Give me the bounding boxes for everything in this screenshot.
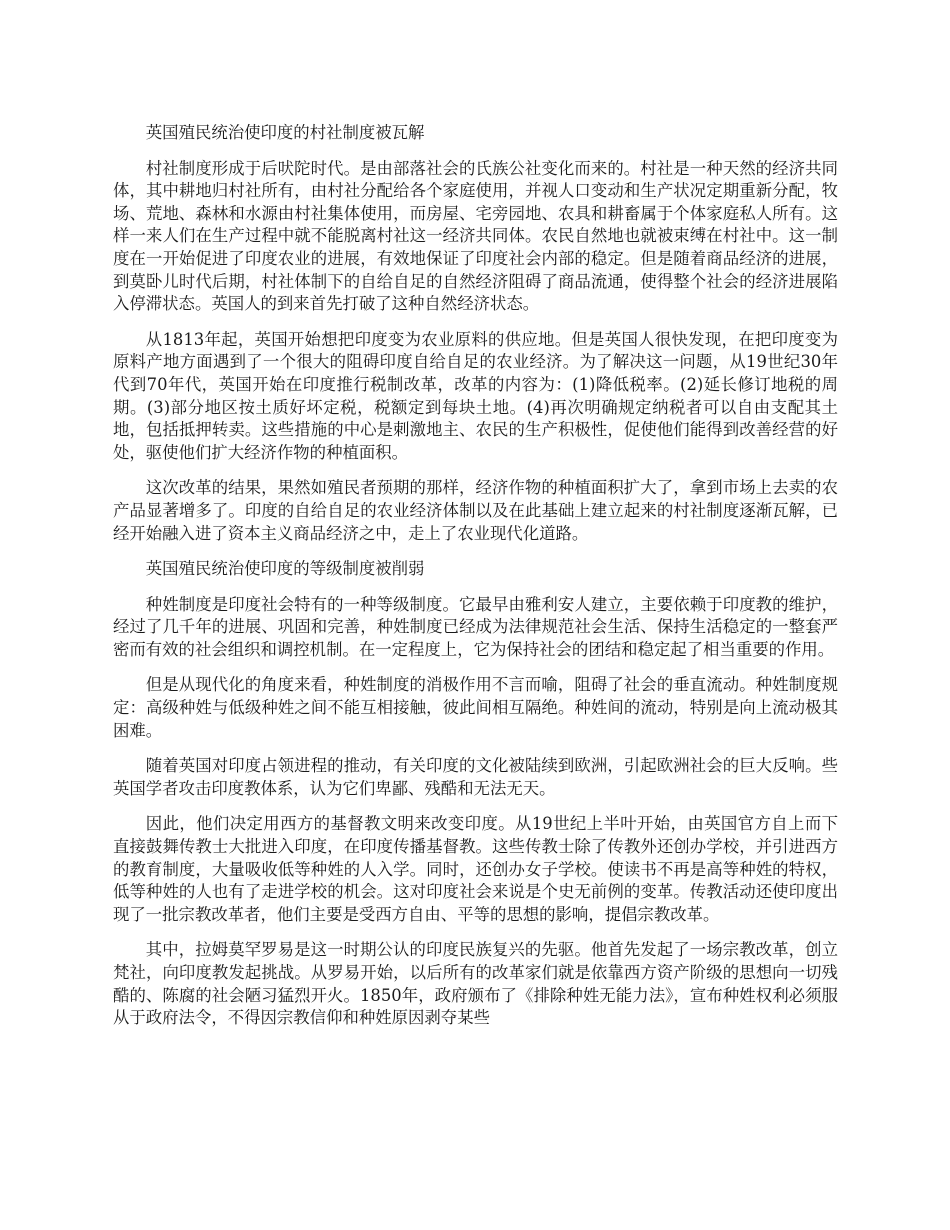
paragraph-caste-1: 种姓制度是印度社会特有的一种等级制度。它最早由雅利安人建立，主要依赖于印度教的维护，经过了几千年的进展、巩固和完善，种姓制度已经成为法律规范社会生活、保持生活稳定的一整套严密而有效的社会组织和调控机制。在一定程度上，它为保持社会的团结和稳定起了相当重要的作用。 (113, 594, 838, 659)
section-heading-caste: 英国殖民统治使印度的等级制度被削弱 (145, 559, 425, 579)
paragraph-caste-4: 因此，他们决定用西方的基督教文明来改变印度。从19世纪上半叶开始，由英国官方自上而下直接鼓舞传教士大批进入印度，在印度传播基督教。这些传教士除了传教外还创办学校，并引进西方的教育制度，大量吸收低等种姓的人入学。同时，还创办女子学校。使读书不再是高等种姓的特权，低等种姓的人也有了走进学校的机会。这对印度社会来说是个史无前例的变革。传教活动还使印度出现了一批宗教改革者，他们主要是受西方自由、平等的思想的影响，提倡宗教改革。 (113, 814, 838, 924)
paragraph-caste-5: 其中，拉姆莫罕罗易是这一时期公认的印度民族复兴的先驱。他首先发起了一场宗教改革，创立梵社，向印度教发起挑战。从罗易开始，以后所有的改革家们就是依靠西方资产阶级的思想向一切残酷的、陈腐的社会陋习猛烈开火。1850年，政府颁布了《排除种姓无能力法》，宣布种姓权利必须服从于政府法令，不得因宗教信仰和种姓原因剥夺某些 (113, 940, 838, 1028)
paragraph-caste-3: 随着英国对印度占领进程的推动，有关印度的文化被陆续到欧洲，引起欧洲社会的巨大反响。些英国学者攻击印度教体系，认为它们卑鄙、残酷和无法无天。 (113, 756, 838, 798)
paragraph-village-1: 村社制度形成于后吠陀时代。是由部落社会的氏族公社变化而来的。村社是一种天然的经济共同体，其中耕地归村社所有，由村社分配给各个家庭使用，并视人口变动和生产状况定期重新分配，牧场、荒地、森林和水源由村社集体使用，而房屋、宅旁园地、农具和耕畜属于个体家庭私人所有。这样一来人们在生产过程中就不能脱离村社这一经济共同体。农民自然地也就被束缚在村社中。这一制度在一开始促进了印度农业的进展，有效地保证了印度社会内部的稳定。但是随着商品经济的进展，到莫卧儿时代后期，村社体制下的自给自足的自然经济阻碍了商品流通，使得整个社会的经济进展陷入停滞状态。英国人的到来首先打破了这种自然经济状态。 (113, 158, 838, 314)
section-heading-village: 英国殖民统治使印度的村社制度被瓦解 (145, 123, 425, 142)
document-body (113, 122, 838, 1043)
paragraph-village-3: 这次改革的结果，果然如殖民者预期的那样，经济作物的种植面积扩大了，拿到市场上去卖的农产品显著增多了。印度的自给自足的农业经济体制以及在此基础上建立起来的村社制度逐渐瓦解，已经开始融入进了资本主义商品经济之中，走上了农业现代化道路。 (113, 478, 838, 543)
paragraph-caste-2: 但是从现代化的角度来看，种姓制度的消极作用不言而喻，阻碍了社会的垂直流动。种姓制度规定：高级种姓与低级种姓之间不能互相接触，彼此间相互隔绝。种姓间的流动，特别是向上流动极其困难。 (113, 675, 838, 740)
paragraph-village-2: 从1813年起，英国开始想把印度变为农业原料的供应地。但是英国人很快发现，在把印度变为原料产地方面遇到了一个很大的阻碍印度自给自足的农业经济。为了解决这一问题，从19世纪30年代到70年代，英国开始在印度推行税制改革，改革的内容为：(1)降低税率。(2)延长修订地税的周期。(3)部分地区按土质好坏定税，税额定到每块土地。(4)再次明确规定纳税者可以自由支配其土地，包括抵押转卖。这些措施的中心是刺激地主、农民的生产积极性，促使他们能得到改善经营的好处，驱使他们扩大经济作物的种植面积。 (113, 329, 838, 462)
